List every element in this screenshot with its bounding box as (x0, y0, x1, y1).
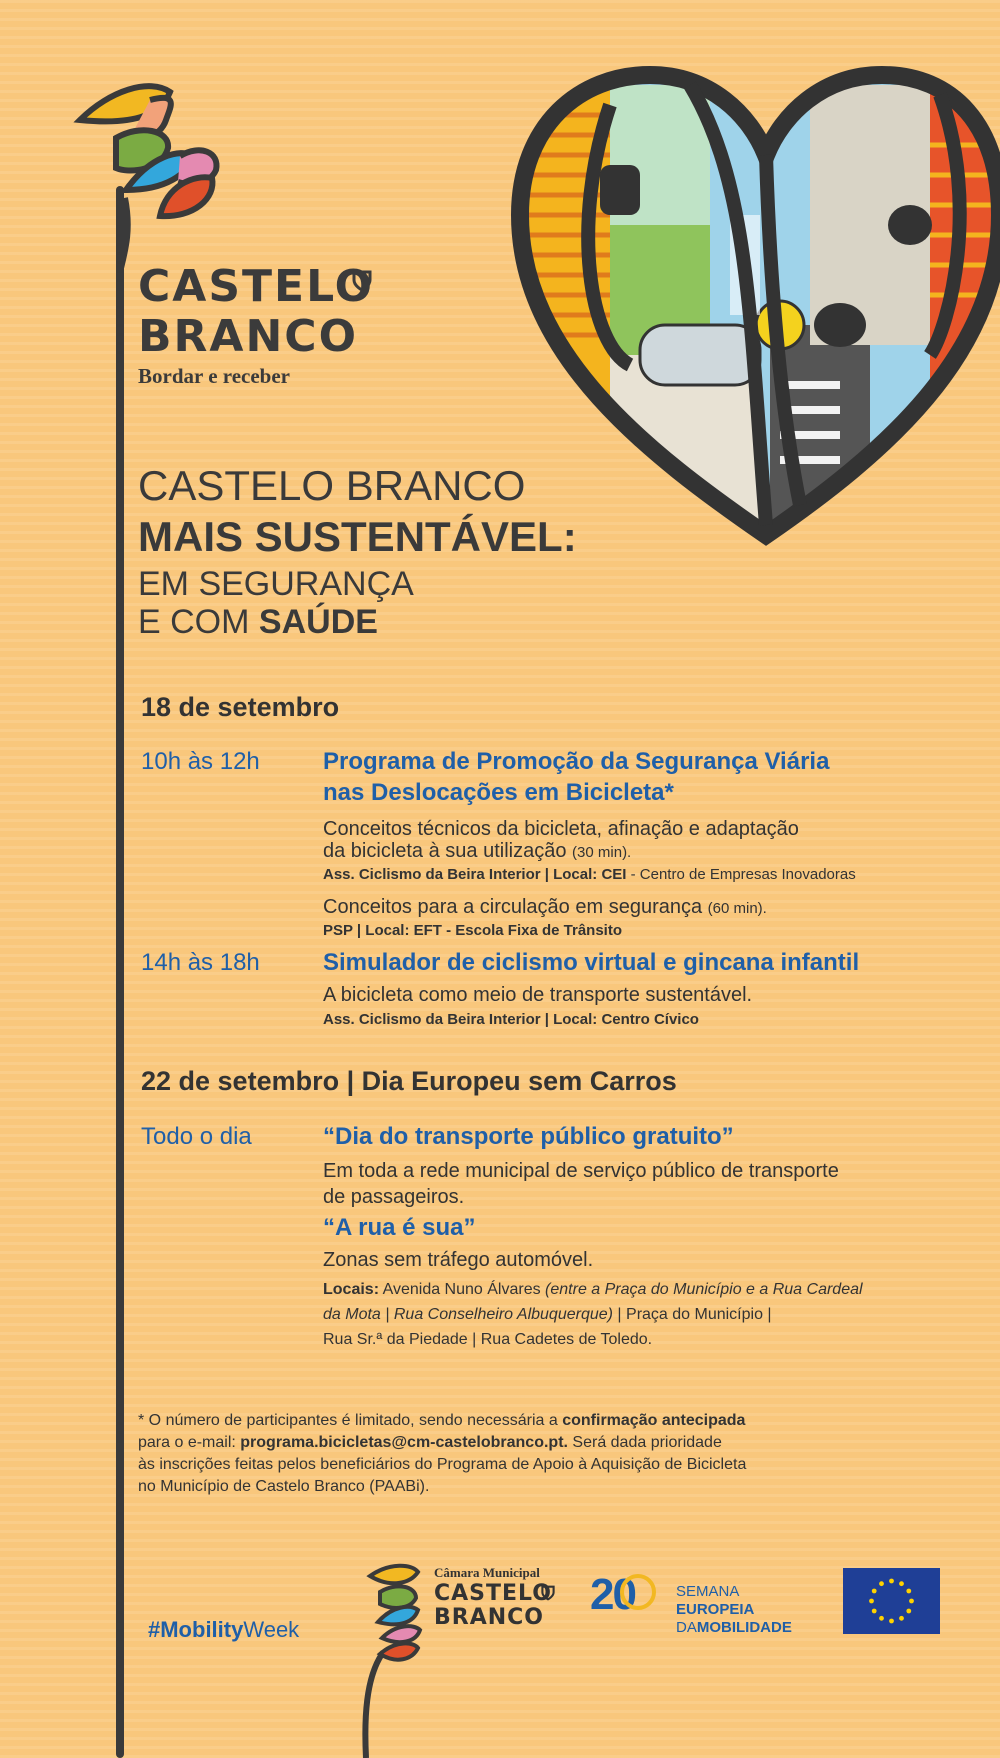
day1-slot2-org: Ass. Ciclismo da Beira Interior | Local: Centro Cívico (323, 1011, 699, 1028)
mobility-week-hashtag[interactable] (148, 1617, 299, 1643)
day2-locais-line3: Rua Sr.ª da Piedade | Rua Cadetes de Toledo. (323, 1331, 653, 1348)
sem-line2: EUROPEIA (676, 1601, 755, 1618)
logo-stem (116, 186, 124, 1758)
day2-date: 22 de setembro | Dia Europeu sem Carros (141, 1066, 677, 1096)
note-line1-b: confirmação antecipada (562, 1412, 746, 1429)
day2-desc1 (323, 1158, 839, 1210)
day2-desc2: Zonas sem tráfego automóvel. (323, 1249, 594, 1271)
sem-circle-icon (618, 1572, 658, 1612)
day1-slot1-item1-line2-text: da bicicleta à sua utilização (323, 840, 567, 862)
headline-line4 (138, 603, 378, 642)
heart-illustration (510, 25, 1000, 550)
day2-locais-line1-a: Avenida Nuno Álvares (379, 1281, 546, 1298)
day1-slot2-title: Simulador de ciclismo virtual e gincana infantil (323, 949, 860, 976)
brand-title (138, 262, 374, 362)
headline-line2: MAIS SUSTENTÁVEL: (138, 513, 577, 560)
day2-title1: “Dia do transporte público gratuito” (323, 1123, 734, 1150)
cm-line2: BRANCO (434, 1605, 544, 1630)
day1-slot1-item2-duration: (60 min). (707, 900, 767, 917)
headline-line1: CASTELO BRANCO (138, 462, 526, 509)
day1-slot2-time: 14h às 18h (141, 949, 260, 976)
day2-locais-line2 (323, 1302, 863, 1327)
note-line4: no Município de Castelo Branco (PAABi). (138, 1478, 430, 1495)
day2-time: Todo o dia (141, 1123, 252, 1150)
day1-slot1-title (323, 746, 829, 808)
day1-slot2-desc: A bicicleta como meio de transporte sustentável. (323, 984, 753, 1006)
note-line2-a: para o e-mail: (138, 1434, 241, 1451)
brand-line1: CASTELO (138, 261, 374, 312)
brand-line2: BRANCO (138, 311, 358, 362)
day1-slot1-item2 (323, 896, 767, 920)
note-line3: às inscrições feitas pelos beneficiários do Programa de Apoio à Aquisição de Bicicleta (138, 1456, 747, 1473)
note-line1-a: * O número de participantes é limitado, sendo necessária a (138, 1412, 563, 1429)
sem-line3-b: MOBILIDADE (696, 1619, 792, 1636)
headline-line4-prefix: E COM (138, 603, 259, 641)
day1-slot1-item1-org (323, 866, 856, 883)
day1-date: 18 de setembro (141, 692, 340, 722)
sem-20-logo: 20 (590, 1570, 635, 1619)
day2-locais (323, 1277, 863, 1352)
camara-municipal-name (434, 1582, 552, 1630)
day1-slot1-item1-line2 (323, 840, 799, 864)
note-line1 (138, 1410, 746, 1432)
sem-line3 (676, 1619, 792, 1637)
day2-desc1-line1: Em toda a rede municipal de serviço público de transporte (323, 1160, 839, 1182)
shield-icon (352, 270, 372, 292)
day1-slot1-item2-text: Conceitos para a circulação em segurança (323, 896, 703, 918)
sem-line3-a: DA (676, 1619, 697, 1636)
castelo-branco-leaf-logo (70, 78, 260, 268)
day1-slot1-item2-org: PSP | Local: EFT - Escola Fixa de Trânsito (323, 922, 623, 939)
day2-locais-label: Locais: (323, 1281, 380, 1298)
sem-text (676, 1583, 792, 1637)
day2-locais-line1-b: (entre a Praça do Município e a Rua Cardeal (545, 1281, 863, 1298)
day1-slot1-item1-line1: Conceitos técnicos da bicicleta, afinação e adaptação (323, 818, 799, 840)
note-line2 (138, 1432, 746, 1454)
cm-line1: CASTELO (434, 1581, 552, 1606)
participants-note (138, 1410, 746, 1498)
day1-slot1-title-line1: Programa de Promoção da Segurança Viária (323, 748, 830, 775)
note-email[interactable]: programa.bicicletas@cm-castelobranco.pt. (240, 1434, 568, 1451)
hashtag-bold: #Mobility (148, 1617, 244, 1642)
day1-slot1-item1 (323, 818, 799, 864)
hashtag-rest: Week (243, 1617, 300, 1642)
day2-desc1-line2: de passageiros. (323, 1186, 465, 1208)
day2-locais-line2-b: | Praça do Município | (612, 1306, 772, 1323)
day1-slot1-item1-org-rest: - Centro de Empresas Inovadoras (626, 866, 856, 883)
note-line2-c: Será dada prioridade (567, 1434, 722, 1451)
camara-municipal-leaf-logo (360, 1558, 432, 1758)
day1-slot1-item1-duration: (30 min). (572, 844, 632, 861)
day1-slot1-title-line2: nas Deslocações em Bicicleta* (323, 779, 674, 806)
eu-flag (843, 1568, 940, 1634)
day1-slot1-item1-org-bold: Ass. Ciclismo da Beira Interior | Local: CEI (323, 866, 627, 883)
headline-line3: EM SEGURANÇA (138, 565, 414, 603)
day2-locais-line2-a: da Mota | Rua Conselheiro Albuquerque) (323, 1306, 613, 1323)
headline-line4-bold: SAÚDE (258, 603, 378, 641)
day2-locais-line1 (323, 1277, 863, 1302)
camara-municipal-label: Câmara Municipal (434, 1565, 540, 1580)
shield-icon (541, 1585, 555, 1601)
day2-title2: “A rua é sua” (323, 1214, 476, 1241)
day1-slot1-time: 10h às 12h (141, 748, 260, 775)
sem-line1: SEMANA (676, 1583, 740, 1600)
brand-tagline: Bordar e receber (138, 364, 290, 388)
